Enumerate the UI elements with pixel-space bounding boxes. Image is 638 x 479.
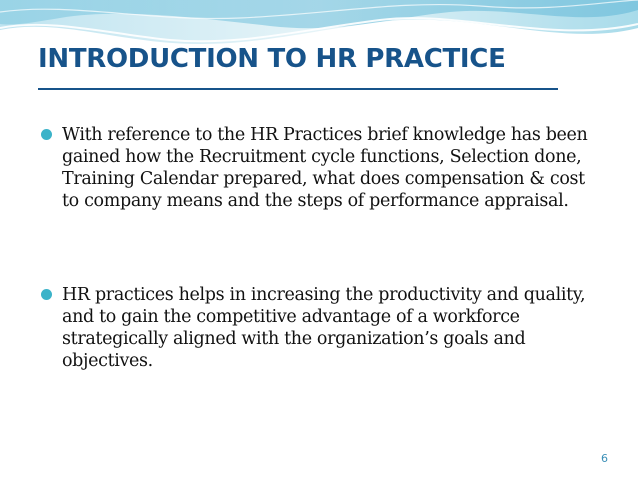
bullet-marker-icon [41,129,52,140]
bullet-text: With reference to the HR Practices brief knowledge has been gained how the Recruitment cycle functions, Selection done, Training Calendar prepared, what does compensation & cost to company means and the steps of performance appraisal. [62,125,588,211]
bullet-text: HR practices helps in increasing the productivity and quality, and to gain the competitive advantage of a workforce strategically aligned with the organization’s goals and objectives. [62,285,586,371]
bullet-marker-icon [41,289,52,300]
bullet-item [40,284,600,372]
slide-title: INTRODUCTION TO HR PRACTICE [38,44,506,74]
page-number: 6 [601,452,608,465]
bullet-item [40,124,600,212]
title-underline [38,88,558,90]
bullet-list [40,124,600,372]
